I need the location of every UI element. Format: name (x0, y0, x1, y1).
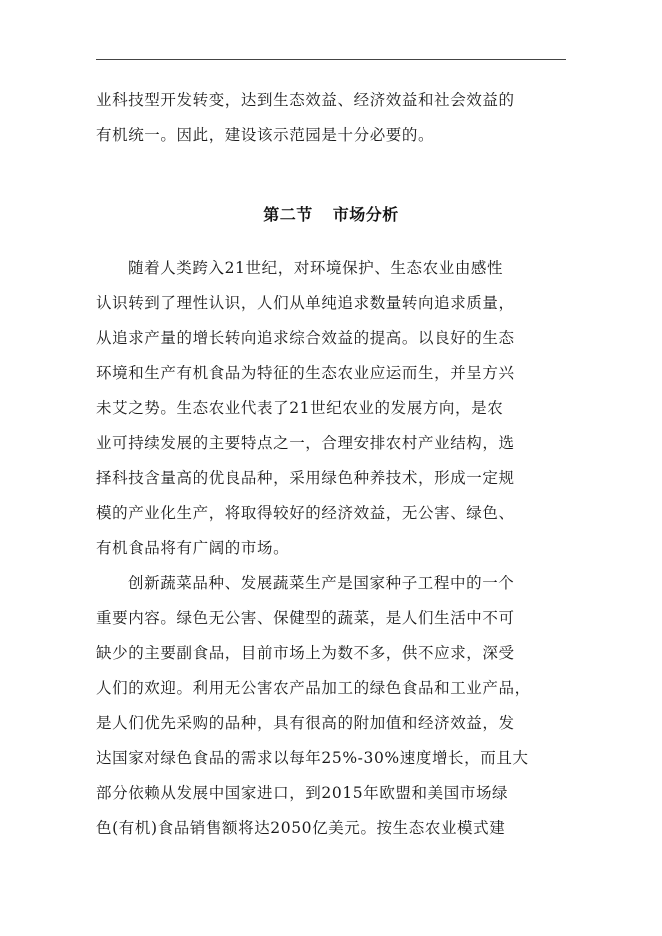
text-line: 人们的欢迎。利用无公害农产品加工的绿色食品和工业产品， (96, 679, 531, 697)
text-line: 重要内容。绿色无公害、保健型的蔬菜，是人们生活中不可 (96, 609, 515, 627)
section-number: 第二节 (263, 205, 313, 224)
text-line: 环境和生产有机食品为特征的生态农业应运而生，并呈方兴 (96, 364, 515, 382)
text-line: 认识转到了理性认识，人们从单纯追求数量转向追求质量， (96, 294, 515, 312)
text-line: 业可持续发展的主要特点之一，合理安排农村产业结构，选 (96, 434, 515, 452)
text-line: 择科技含量高的优良品种，采用绿色种养技术，形成一定规 (96, 469, 515, 487)
text-line: 未艾之势。生态农业代表了21世纪农业的发展方向，是农 (96, 399, 504, 417)
text-line: 色(有机)食品销售额将达2050亿美元。按生态农业模式建 (96, 819, 506, 837)
text-line: 部分依赖从发展中国家进口，到2015年欧盟和美国市场绿 (96, 784, 509, 802)
text-line: 创新蔬菜品种、发展蔬菜生产是国家种子工程中的一个 (128, 574, 515, 592)
header-rule (96, 59, 566, 60)
text-line: 缺少的主要副食品，目前市场上为数不多，供不应求，深受 (96, 644, 515, 662)
text-line: 达国家对绿色食品的需求以每年25%-30%速度增长，而且大 (96, 749, 529, 767)
section-heading (96, 200, 566, 230)
section-title: 市场分析 (332, 205, 399, 224)
text-line: 业科技型开发转变，达到生态效益、经济效益和社会效益的 (96, 91, 515, 109)
text-line: 从追求产量的增长转向追求综合效益的提高。以良好的生态 (96, 329, 515, 347)
text-line: 有机食品将有广阔的市场。 (96, 539, 290, 557)
text-line: 有机统一。因此，建设该示范园是十分必要的。 (96, 126, 435, 144)
text-line: 随着人类跨入21世纪，对环境保护、生态农业由感性 (128, 259, 504, 277)
text-line: 是人们优先采购的品种，具有很高的附加值和经济效益，发 (96, 714, 515, 732)
text-line: 模的产业化生产，将取得较好的经济效益，无公害、绿色、 (96, 504, 515, 522)
